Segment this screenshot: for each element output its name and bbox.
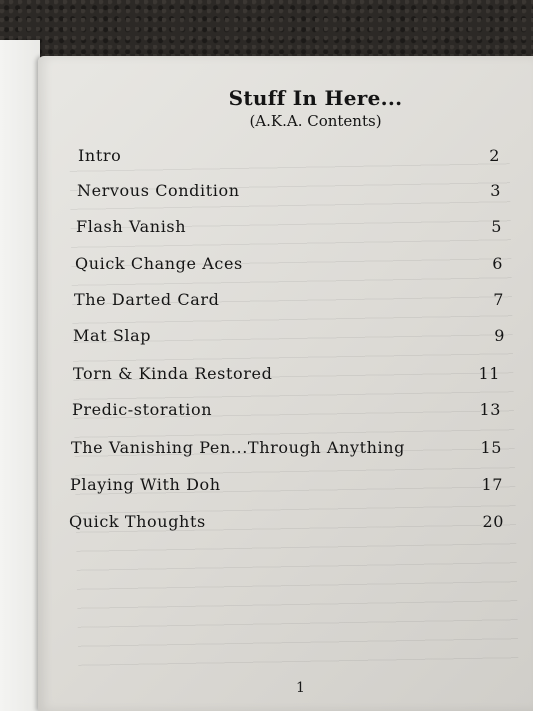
adjacent-page — [0, 40, 40, 711]
toc-entry-title: Flash Vanish — [76, 217, 187, 236]
page-subtitle: (A.K.A. Contents) — [249, 112, 382, 130]
toc-entry — [38, 290, 533, 312]
toc-entry-title: Playing With Doh — [70, 475, 221, 494]
toc-entry-page: 11 — [478, 364, 500, 383]
toc-entry-title: Mat Slap — [73, 326, 152, 345]
toc-entry — [38, 217, 533, 239]
toc-entry-title: Intro — [78, 146, 122, 165]
toc-entry-title: The Vanishing Pen...Through Anything — [71, 438, 406, 457]
toc-entry-page: 5 — [491, 217, 502, 236]
toc-entry-page: 9 — [494, 326, 505, 345]
toc-entry-page: 17 — [481, 475, 503, 494]
table-of-contents — [38, 56, 533, 711]
toc-entry — [38, 438, 533, 460]
toc-entry-title: Torn & Kinda Restored — [73, 364, 273, 383]
page-title: Stuff In Here... — [228, 86, 403, 110]
toc-entry-page: 6 — [492, 254, 503, 273]
toc-entry-title: Quick Change Aces — [75, 254, 243, 273]
toc-entry — [38, 181, 533, 203]
toc-entry — [38, 475, 533, 497]
toc-entry — [38, 254, 533, 276]
toc-entry-page: 20 — [482, 512, 504, 531]
toc-entry-page: 2 — [489, 146, 500, 165]
toc-entry-page: 7 — [493, 290, 504, 309]
toc-entry — [38, 146, 533, 168]
toc-entry-title: Nervous Condition — [77, 181, 240, 200]
toc-entry-title: The Darted Card — [74, 290, 220, 309]
toc-entry — [38, 326, 533, 348]
page-number: 1 — [296, 680, 305, 696]
toc-entry — [38, 364, 533, 386]
toc-entry-page: 13 — [479, 400, 501, 419]
toc-entry — [38, 512, 533, 534]
toc-entry-title: Predic-storation — [72, 400, 213, 419]
toc-entry-page: 3 — [490, 181, 501, 200]
toc-entry-title: Quick Thoughts — [69, 512, 206, 531]
toc-entry — [38, 400, 533, 422]
toc-entry-page: 15 — [480, 438, 502, 457]
booklet-page — [38, 56, 533, 711]
